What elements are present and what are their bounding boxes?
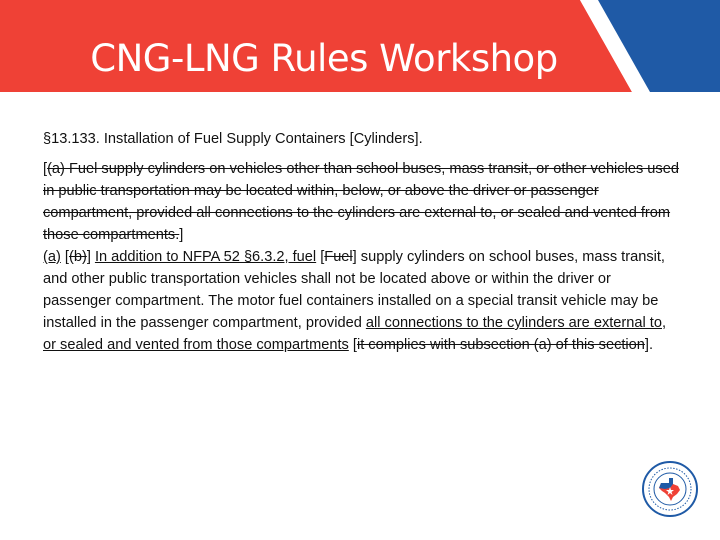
deleted-tail: it complies with subsection (a) of this section (356, 337, 645, 353)
inserted-reference: In addition to NFPA 52 §6.3.2, fuel (94, 249, 317, 265)
deleted-label: (b) (68, 249, 87, 265)
deleted-paragraph-text: (a) Fuel supply cylinders on vehicles other than school buses, mass transit, or other vehicles used in public transportation may be located within, below, or above the driver or passenger compartment, provided all connections to the cylinders are external to, or sealed and vented from those compartments. (43, 161, 679, 243)
deleted-word: Fuel (324, 249, 353, 265)
paragraph-a-deleted (43, 158, 683, 246)
close-bracket: ] (644, 337, 649, 353)
open-bracket: [ (352, 337, 357, 353)
texas-railroad-commission-seal-icon (642, 461, 698, 517)
rule-text (43, 128, 683, 356)
section-heading: §13.133. Installation of Fuel Supply Containers [Cylinders]. (43, 131, 423, 147)
close-bracket: ] (86, 249, 91, 265)
close-bracket: ] (352, 249, 357, 265)
inserted-tail: all connections to the cylinders are external to, or sealed and vented from those compartments (43, 315, 667, 353)
open-bracket: [ (43, 161, 48, 177)
new-label: (a) (43, 249, 61, 265)
paragraph-a-amended (43, 246, 683, 356)
open-bracket: [ (320, 249, 325, 265)
slide-title: CNG-LNG Rules Workshop (90, 37, 558, 80)
plain-text: supply cylinders on school buses, mass transit, and other public transportation vehicles shall not be located above or within the driver or passenger compartment. The motor fuel containers installed on a special transit vehicle may be installed in the passenger compartment, provided (43, 249, 665, 331)
open-bracket: [ (64, 249, 69, 265)
period: . (648, 337, 654, 353)
close-bracket: ] (179, 227, 184, 243)
